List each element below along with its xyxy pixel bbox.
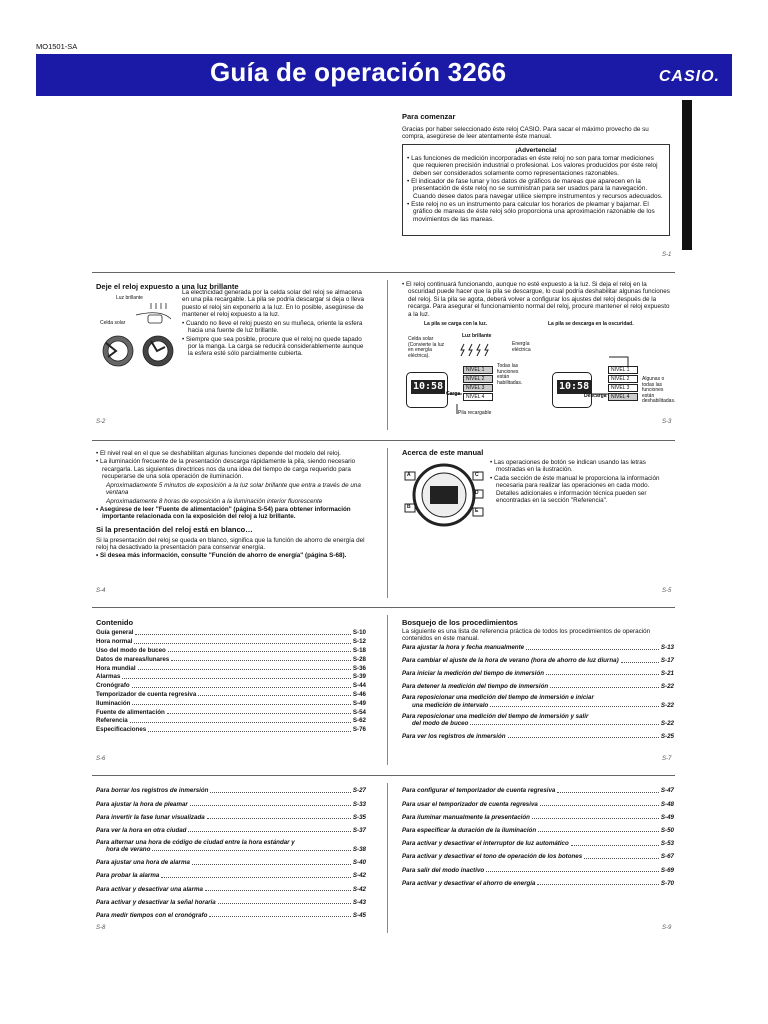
toc-entry[interactable] bbox=[402, 669, 674, 678]
toc-page: S-54 bbox=[352, 708, 366, 716]
toc-label: Para alternar una hora de código de ciudad entre la hora estándar y bbox=[96, 838, 295, 846]
toc-entry[interactable] bbox=[96, 707, 366, 716]
toc-entry[interactable] bbox=[96, 716, 366, 725]
leader-dots bbox=[161, 877, 351, 878]
toc-entry[interactable] bbox=[96, 698, 366, 707]
sub-text: Si la presentación del reloj se queda en blanco, significa que la función de ahorro de energía del reloj ha desactivado la presentación para conservar energía. bbox=[96, 536, 365, 552]
leader-dots bbox=[205, 890, 351, 891]
charge-caption: La pila se carga con la luz. bbox=[424, 321, 488, 327]
toc-page: S-38 bbox=[352, 846, 366, 854]
contents-list bbox=[96, 628, 366, 734]
toc-label: Para activar y desactivar el ahorro de energía bbox=[402, 879, 536, 887]
section-heading: Deje el reloj expuesto a una luz brillante bbox=[96, 282, 239, 291]
toc-label: Fuente de alimentación bbox=[96, 708, 165, 716]
column-divider bbox=[387, 448, 388, 598]
leader-dots bbox=[470, 720, 659, 725]
toc-page: S-21 bbox=[660, 670, 674, 678]
toc-page: S-28 bbox=[352, 655, 366, 663]
toc-label: Para cambiar el ajuste de la hora de verano (hora de ahorro de luz diurna) bbox=[402, 657, 619, 665]
intro-text: Gracias por haber seleccionado éste reloj CASIO. Para sacar el máximo provecho de su compra, asegúrese de leer atentamente éste manual. bbox=[402, 125, 649, 141]
level-4: NIVEL 4 bbox=[463, 393, 493, 401]
toc-entry[interactable] bbox=[402, 786, 674, 795]
page-number: S-1 bbox=[662, 252, 672, 258]
toc-entry[interactable] bbox=[96, 871, 366, 880]
toc-label: Cronógrafo bbox=[96, 682, 130, 690]
bullet-item: • Las operaciones de botón se indican usando las letras mostradas en la ilustración. bbox=[490, 459, 646, 474]
light-label: Luz brillante bbox=[116, 295, 143, 301]
column-divider bbox=[387, 280, 388, 430]
toc-page: S-39 bbox=[352, 673, 366, 681]
toc-label: Para ajustar una hora de alarma bbox=[96, 859, 190, 867]
leader-dots bbox=[138, 669, 351, 670]
toc-label-continued: hora de verano bbox=[106, 846, 151, 854]
leader-dots bbox=[167, 713, 351, 714]
section-rule bbox=[92, 607, 675, 608]
leader-dots bbox=[218, 903, 351, 904]
battery-label: Pila recargable bbox=[458, 410, 492, 416]
battery-text bbox=[402, 281, 672, 319]
watch-display-discharged bbox=[552, 372, 592, 408]
warning-item: • El indicador de fase lunar y los datos de gráficos de mareas que aparecen en la presentación de éste reloj no se suministran para ser usados para la navegación. Cuando desee datos para navegar utilice siempre instrumentos y recursos adecuados. bbox=[407, 177, 663, 200]
page-number: S-4 bbox=[96, 588, 106, 594]
battery-notes bbox=[96, 450, 378, 561]
leader-dots bbox=[152, 846, 351, 851]
about-manual bbox=[402, 449, 672, 458]
toc-label: Para reposicionar una medición del tiempo de inmersión e iniciar bbox=[402, 694, 594, 702]
title-banner bbox=[36, 54, 732, 96]
discharge-caption: La pila se descarga en la oscuridad. bbox=[548, 321, 634, 327]
level-3: NIVEL 3 bbox=[608, 384, 638, 392]
bullet-item: • Siempre que sea posible, procure que el reloj no quede tapado por la manga. La carga se reducirá considerablemente aunque la esfera esté sólo parcialmente cubierta. bbox=[182, 335, 364, 358]
toc-label: Datos de mareas/lunares bbox=[96, 655, 170, 663]
leader-dots bbox=[557, 792, 659, 793]
time-display: 10:58 bbox=[413, 381, 444, 392]
toc-page: S-13 bbox=[660, 644, 674, 652]
intro-text: La electricidad generada por la celda solar del reloj se almacena en una pila recargable. La pila se podría descargar si deja o lleva puesto el reloj sin exponerlo a la luz. En lo posible, asegúrese de mantener el reloj expuesto a la luz. bbox=[182, 289, 365, 319]
toc-label: Hora normal bbox=[96, 638, 133, 646]
toc-entry[interactable] bbox=[96, 911, 366, 920]
toc-entry[interactable] bbox=[402, 799, 674, 808]
toc-label-continued: una medición de intervalo bbox=[412, 701, 489, 709]
toc-entry[interactable] bbox=[96, 663, 366, 672]
toc-label-continued: del modo de buceo bbox=[412, 720, 469, 728]
toc-page: S-40 bbox=[352, 859, 366, 867]
leader-dots bbox=[132, 687, 351, 688]
procedure-list bbox=[402, 643, 674, 744]
toc-entry[interactable] bbox=[402, 852, 674, 861]
level-1: NIVEL 1 bbox=[463, 366, 493, 374]
toc-entry[interactable] bbox=[96, 858, 366, 867]
toc-label: Para reposicionar una medición del tiempo de inmersión y salir bbox=[402, 712, 589, 720]
button-c-label: C bbox=[475, 472, 479, 478]
level-3: NIVEL 3 bbox=[463, 384, 493, 392]
toc-page: S-22 bbox=[660, 720, 674, 728]
toc-label: Temporizador de cuenta regresiva bbox=[96, 691, 197, 699]
leader-dots bbox=[148, 731, 351, 732]
light-label: Luz brillante bbox=[462, 333, 492, 339]
toc-label: Para ver la hora en otra ciudad bbox=[96, 827, 187, 835]
toc-label: Para usar el temporizador de cuenta regresiva bbox=[402, 800, 538, 808]
toc-page: S-27 bbox=[352, 787, 366, 795]
toc-page: S-25 bbox=[660, 732, 674, 740]
toc-entry[interactable] bbox=[96, 786, 366, 795]
toc-entry[interactable] bbox=[96, 672, 366, 681]
section-para-comenzar bbox=[402, 113, 672, 142]
some-functions-note: Algunas o todas las funciones están deshabilitadas. bbox=[642, 376, 676, 404]
toc-label: Para probar la alarma bbox=[96, 872, 160, 880]
toc-page: S-49 bbox=[660, 813, 674, 821]
toc-entry[interactable] bbox=[96, 799, 366, 808]
page-number: S-7 bbox=[662, 756, 672, 762]
section-rule bbox=[92, 440, 675, 441]
page-number: S-6 bbox=[96, 756, 106, 762]
toc-label: Para ajustar la hora y fecha manualmente bbox=[402, 644, 525, 652]
page-number: S-9 bbox=[662, 925, 672, 931]
toc-entry[interactable] bbox=[96, 884, 366, 893]
procedure-list bbox=[96, 786, 366, 924]
toc-entry[interactable] bbox=[96, 637, 366, 646]
toc-entry[interactable] bbox=[402, 681, 674, 690]
intro-text: La siguiente es una lista de referencia práctica de todos los procedimientos de operación contenidos en éste manual. bbox=[402, 627, 651, 643]
toc-entry[interactable] bbox=[96, 812, 366, 821]
toc-page: S-42 bbox=[352, 885, 366, 893]
toc-page: S-22 bbox=[660, 682, 674, 690]
leader-dots bbox=[546, 674, 659, 675]
toc-entry[interactable] bbox=[402, 812, 674, 821]
warning-item: • Este reloj no es un instrumento para calcular los horarios de pleamar y bajamar. El gráfico de mareas de éste reloj sólo proporciona una aproximación razonable de los movimientos de las mareas. bbox=[407, 200, 655, 223]
toc-page: S-44 bbox=[352, 682, 366, 690]
toc-label: Para activar y desactivar el tono de operación de los botones bbox=[402, 853, 583, 861]
leader-dots bbox=[198, 695, 351, 696]
leader-dots bbox=[188, 831, 350, 832]
leader-dots bbox=[210, 792, 350, 793]
watch-display-charged bbox=[406, 372, 448, 408]
toc-label: Especificaciones bbox=[96, 726, 147, 734]
level-2: NIVEL 2 bbox=[608, 375, 638, 383]
toc-label: Para iniciar la medición del tiempo de inmersión bbox=[402, 670, 545, 678]
bold-bullet: • Asegúrese de leer "Fuente de alimentación" (página S-54) para obtener información importante relacionada con la exposición del reloj a luz brillante. bbox=[96, 505, 351, 521]
leader-dots bbox=[171, 660, 351, 661]
warning-box bbox=[402, 144, 670, 236]
toc-entry[interactable] bbox=[402, 826, 674, 835]
bullet-item: • Cada sección de éste manual le proporciona la información necesaria para realizar las operaciones en cada modo. Detalles adicionales e información técnica pueden ser encontradas en la sección "Referencia". bbox=[490, 474, 660, 505]
toc-page: S-62 bbox=[352, 717, 366, 725]
page-number: S-3 bbox=[662, 419, 672, 425]
toc-entry[interactable] bbox=[96, 646, 366, 655]
toc-label: Para activar y desactivar el interruptor de luz automático bbox=[402, 840, 569, 848]
toc-page: S-76 bbox=[352, 726, 366, 734]
leader-dots bbox=[537, 884, 658, 885]
toc-page: S-70 bbox=[660, 879, 674, 887]
toc-page: S-35 bbox=[352, 813, 366, 821]
button-a-label: A bbox=[407, 472, 411, 478]
toc-entry[interactable] bbox=[96, 654, 366, 663]
toc-entry[interactable] bbox=[402, 839, 674, 848]
section-heading: Contenido bbox=[96, 618, 134, 627]
watch-buttons-figure bbox=[402, 460, 486, 530]
toc-entry[interactable] bbox=[402, 878, 674, 887]
solar-watch-figure bbox=[96, 293, 182, 383]
toc-entry[interactable] bbox=[96, 725, 366, 734]
toc-page: S-50 bbox=[660, 827, 674, 835]
solar-cell-label: Celda solar bbox=[100, 320, 126, 326]
toc-label: Para activar y desactivar una alarma bbox=[96, 885, 203, 893]
leader-dots bbox=[538, 831, 659, 832]
procedure-list bbox=[402, 786, 674, 892]
leader-dots bbox=[135, 634, 350, 635]
toc-page: S-36 bbox=[352, 664, 366, 672]
toc-label: Para iluminar manualmente la presentación bbox=[402, 813, 530, 821]
toc-page: S-45 bbox=[352, 912, 366, 919]
leader-dots bbox=[621, 662, 659, 663]
toc-label: Para ajustar la hora de pleamar bbox=[96, 800, 188, 808]
leader-dots bbox=[192, 864, 351, 865]
leader-dots bbox=[168, 651, 351, 652]
toc-label: Hora mundial bbox=[96, 664, 136, 672]
toc-label: Para borrar los registros de inmersión bbox=[96, 787, 209, 795]
toc-label: Para salir del modo inactivo bbox=[402, 866, 485, 874]
note-item: Aproximadamente 5 minutos de exposición a la luz solar brillante que entra a través de una ventana bbox=[106, 481, 361, 497]
toc-label: Para detener la medición del tiempo de inmersión bbox=[402, 682, 549, 690]
toc-entry[interactable] bbox=[96, 690, 366, 699]
charge-diagram bbox=[402, 332, 676, 422]
button-d-label: D bbox=[475, 490, 479, 496]
toc-entry[interactable] bbox=[402, 731, 674, 740]
leader-dots bbox=[550, 687, 659, 688]
toc-page: S-18 bbox=[352, 647, 366, 655]
toc-page: S-69 bbox=[660, 866, 674, 874]
toc-page: S-10 bbox=[352, 629, 366, 637]
toc-entry[interactable] bbox=[402, 713, 674, 728]
toc-page: S-43 bbox=[352, 898, 366, 906]
toc-page: S-46 bbox=[352, 691, 366, 699]
energy-label: Energía eléctrica bbox=[512, 341, 531, 353]
toc-page: S-22 bbox=[660, 701, 674, 709]
solar-note: Celda solar (Convierte la luz en energía eléctrica). bbox=[408, 336, 445, 359]
time-display: 10:58 bbox=[559, 381, 590, 392]
contents bbox=[96, 619, 366, 628]
warning-item: • Las funciones de medición incorporadas en éste reloj no son para tomar mediciones que requieren precisión industrial o profesional. Los valores producidos por éste reloj deben ser considerados solamente como representaciones razonables. bbox=[407, 154, 658, 177]
level-4: NIVEL 4 bbox=[608, 393, 638, 401]
all-functions-note: Todas las funciones están habilitadas. bbox=[497, 363, 523, 386]
button-b-label: B bbox=[407, 504, 411, 510]
leader-dots bbox=[207, 818, 351, 819]
leader-dots bbox=[584, 858, 659, 859]
toc-entry[interactable] bbox=[96, 897, 366, 906]
leader-dots bbox=[209, 916, 351, 917]
charge-label: Carga bbox=[446, 391, 461, 397]
button-e-label: E bbox=[475, 508, 479, 514]
bullet-item: • El reloj continuará funcionando, aunque no esté expuesto a la luz. Si deja el reloj en la oscuridad puede hacer que la pila se descargue, lo cual podría deshabilitar algunas funciones del reloj. Si la pila se agota, deberá volver a configurar los ajustes del reloj después de la recarga. Para asegurar el funcionamiento normal del reloj, procure mantener el reloj expuesto a la luz. bbox=[402, 281, 670, 318]
bullet-item: • El nivel real en el que se deshabilitan algunas funciones depende del modelo del reloj. bbox=[96, 450, 341, 457]
toc-label: Para configurar el temporizador de cuenta regresiva bbox=[402, 787, 556, 795]
toc-entry[interactable] bbox=[402, 643, 674, 652]
toc-page: S-17 bbox=[660, 657, 674, 665]
toc-entry[interactable] bbox=[96, 839, 366, 854]
section-rule bbox=[92, 775, 675, 776]
toc-label: Para activar y desactivar la señal horaria bbox=[96, 898, 216, 906]
column-divider bbox=[387, 615, 388, 765]
sub-heading: Si la presentación del reloj está en blanco… bbox=[96, 524, 253, 534]
toc-entry[interactable] bbox=[402, 865, 674, 874]
toc-page: S-53 bbox=[660, 840, 674, 848]
watch-illustration bbox=[96, 293, 182, 383]
toc-entry[interactable] bbox=[402, 694, 674, 709]
bullet-item: • Cuando no lleve el reloj puesto en su muñeca, oriente la esfera hacia una fuente de luz brillante. bbox=[182, 319, 363, 335]
about-text bbox=[490, 459, 672, 506]
page-number: S-5 bbox=[662, 588, 672, 594]
toc-label: Alarmas bbox=[96, 673, 121, 681]
leader-dots bbox=[134, 643, 350, 644]
leader-dots bbox=[571, 845, 659, 846]
note-item: Aproximadamente 8 horas de exposición a la iluminación interior fluorescente bbox=[106, 497, 323, 505]
toc-label: Uso del modo de buceo bbox=[96, 647, 166, 655]
toc-page: S-37 bbox=[352, 827, 366, 835]
leader-dots bbox=[532, 818, 659, 819]
toc-label: Para invertir la fase lunar visualizada bbox=[96, 813, 205, 821]
section-rule bbox=[92, 272, 675, 273]
toc-page: S-12 bbox=[352, 638, 366, 646]
toc-entry[interactable] bbox=[402, 656, 674, 665]
level-2: NIVEL 2 bbox=[463, 375, 493, 383]
toc-page: S-42 bbox=[352, 872, 366, 880]
level-1: NIVEL 1 bbox=[608, 366, 638, 374]
brand-logo: CASIO. bbox=[658, 68, 720, 85]
document-title: Guía de operación 3266 bbox=[210, 57, 507, 87]
procedures-outline bbox=[402, 619, 674, 644]
toc-entry[interactable] bbox=[96, 826, 366, 835]
leader-dots bbox=[486, 871, 659, 872]
toc-label: Iluminación bbox=[96, 699, 131, 707]
toc-entry[interactable] bbox=[96, 628, 366, 637]
discharge-label: Descarga bbox=[584, 393, 607, 399]
toc-label: Referencia bbox=[96, 717, 128, 725]
bold-bullet: • Si desea más información, consulte "Función de ahorro de energía" (página S-68). bbox=[96, 552, 347, 560]
leader-dots bbox=[490, 702, 659, 707]
toc-entry[interactable] bbox=[96, 681, 366, 690]
side-tab-bar bbox=[682, 100, 692, 250]
toc-page: S-67 bbox=[660, 853, 674, 861]
page-number: S-2 bbox=[96, 419, 106, 425]
leader-dots bbox=[526, 649, 659, 650]
toc-label: Guía general bbox=[96, 629, 134, 637]
warning-title: ¡Advertencia! bbox=[515, 147, 557, 154]
leader-dots bbox=[190, 805, 351, 806]
section-heading: Bosquejo de los procedimientos bbox=[402, 618, 518, 627]
toc-page: S-33 bbox=[352, 800, 366, 808]
toc-page: S-48 bbox=[660, 800, 674, 808]
leader-dots bbox=[132, 704, 351, 705]
section-heading: Acerca de este manual bbox=[402, 448, 484, 457]
leader-dots bbox=[540, 805, 659, 806]
bullet-item: • La iluminación frecuente de la presentación descarga rápidamente la pila, siendo necesario recargarla. Las siguientes directrices nos da una idea del tiempo de carga requerido para recuperarse de una sola operación de iluminación. bbox=[96, 458, 356, 481]
toc-page: S-47 bbox=[660, 787, 674, 795]
toc-page: S-49 bbox=[352, 699, 366, 707]
leader-dots bbox=[130, 722, 351, 723]
toc-label: Para especificar la duración de la iluminación bbox=[402, 827, 537, 835]
light-text bbox=[182, 289, 370, 359]
section-heading: Para comenzar bbox=[402, 112, 456, 121]
watch-face-illustration bbox=[402, 460, 486, 530]
leader-dots bbox=[508, 737, 659, 738]
toc-label: Para ver los registros de inmersión bbox=[402, 732, 506, 740]
toc-label: Para medir tiempos con el cronógrafo bbox=[96, 912, 208, 919]
leader-dots bbox=[122, 678, 351, 679]
document-code: MO1501-SA bbox=[36, 42, 78, 51]
page-number: S-8 bbox=[96, 925, 106, 931]
column-divider bbox=[387, 783, 388, 933]
